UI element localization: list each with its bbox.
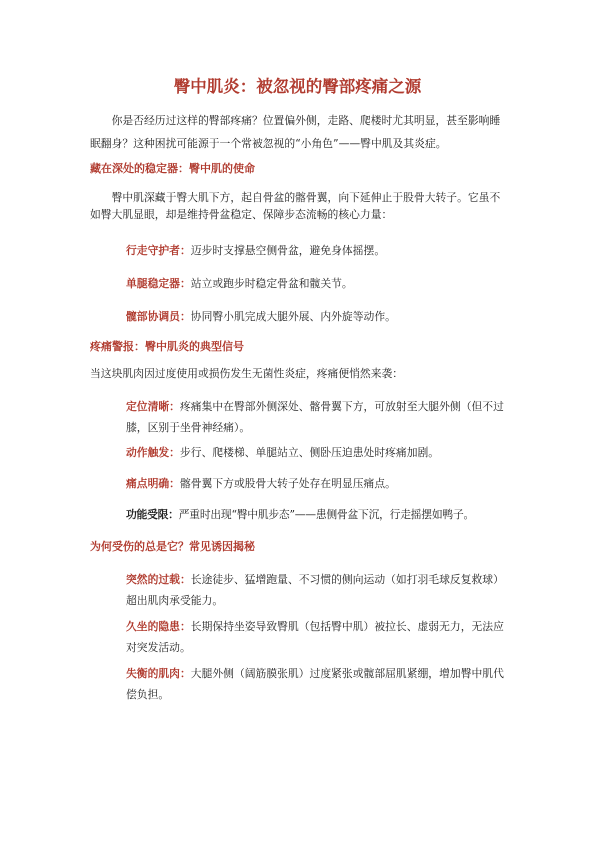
intro-paragraph: 你是否经历过这样的臀部疼痛？位置偏外侧，走路、爬楼时尤其明显，甚至影响睡眠翻身？这种困扰可能源于一个常被忽视的“小角色”——臀中肌及其炎症。	[90, 114, 501, 150]
list-item	[126, 240, 505, 261]
item-key: 动作触发：	[126, 446, 180, 459]
item-key: 痛点明确：	[126, 477, 180, 490]
list-item	[126, 442, 505, 463]
list-item	[126, 273, 505, 294]
section-heading-3: 为何受伤的总是它？常见诱因揭秘	[90, 540, 255, 553]
item-key: 功能受限：	[126, 508, 179, 521]
item-text: 长期保持坐姿导致臀肌（包括臀中肌）被拉长、虚弱无力，无法应对突发活动。	[126, 620, 504, 654]
item-text: 站立或跑步时稳定骨盆和髋关节。	[190, 277, 353, 290]
item-text: 迈步时支撑悬空侧骨盆，避免身体摇摆。	[190, 244, 386, 257]
item-text: 疼痛集中在臀部外侧深处、髂骨翼下方，可放射至大腿外侧（但不过膝，区别于坐骨神经痛）。	[126, 400, 504, 434]
item-text: 大腿外侧（阔筋膜张肌）过度紧张或髋部屈肌紧绷，增加臀中肌代偿负担。	[126, 667, 504, 701]
section-2-list	[90, 396, 505, 525]
item-key: 失衡的肌肉：	[126, 667, 191, 680]
item-text: 协同臀小肌完成大腿外展、内外旋等动作。	[190, 310, 396, 323]
list-item	[126, 663, 505, 705]
list-item	[126, 616, 505, 658]
list-item	[126, 569, 505, 611]
item-text: 长途徒步、猛增跑量、不习惯的侧向运动（如打羽毛球反复救球）超出肌肉承受能力。	[126, 573, 504, 607]
item-key: 突然的过载：	[126, 573, 191, 586]
list-item	[126, 396, 505, 438]
item-key: 髋部协调员：	[126, 310, 191, 323]
page-title: 臀中肌炎：被忽视的臀部疼痛之源	[173, 77, 422, 96]
item-text: 严重时出现“臀中肌步态”——患侧骨盆下沉，行走摇摆如鸭子。	[178, 508, 475, 521]
list-item	[126, 306, 505, 327]
item-key: 行走守护者：	[126, 244, 191, 257]
list-item	[126, 504, 505, 525]
section-2-body: 当这块肌肉因过度使用或损伤发生无菌性炎症，疼痛便悄然来袭：	[90, 367, 404, 380]
section-1-body: 臀中肌深藏于臀大肌下方，起自骨盆的髂骨翼，向下延伸止于股骨大转子。它虽不如臀大肌显眼，却是维持骨盆稳定、保障步态流畅的核心力量：	[90, 191, 501, 221]
section-heading-2: 疼痛警报：臀中肌炎的典型信号	[90, 340, 244, 353]
section-3-list	[90, 569, 505, 705]
list-item	[126, 473, 505, 494]
item-text: 步行、爬楼梯、单腿站立、侧卧压迫患处时疼痛加剧。	[179, 446, 440, 459]
item-key: 定位清晰：	[126, 400, 180, 413]
item-key: 久坐的隐患：	[126, 620, 191, 633]
item-key: 单腿稳定器：	[126, 277, 191, 290]
section-heading-1: 藏在深处的稳定器：臀中肌的使命	[90, 162, 255, 175]
item-text: 髂骨翼下方或股骨大转子处存在明显压痛点。	[179, 477, 396, 490]
section-1-list	[90, 240, 505, 327]
